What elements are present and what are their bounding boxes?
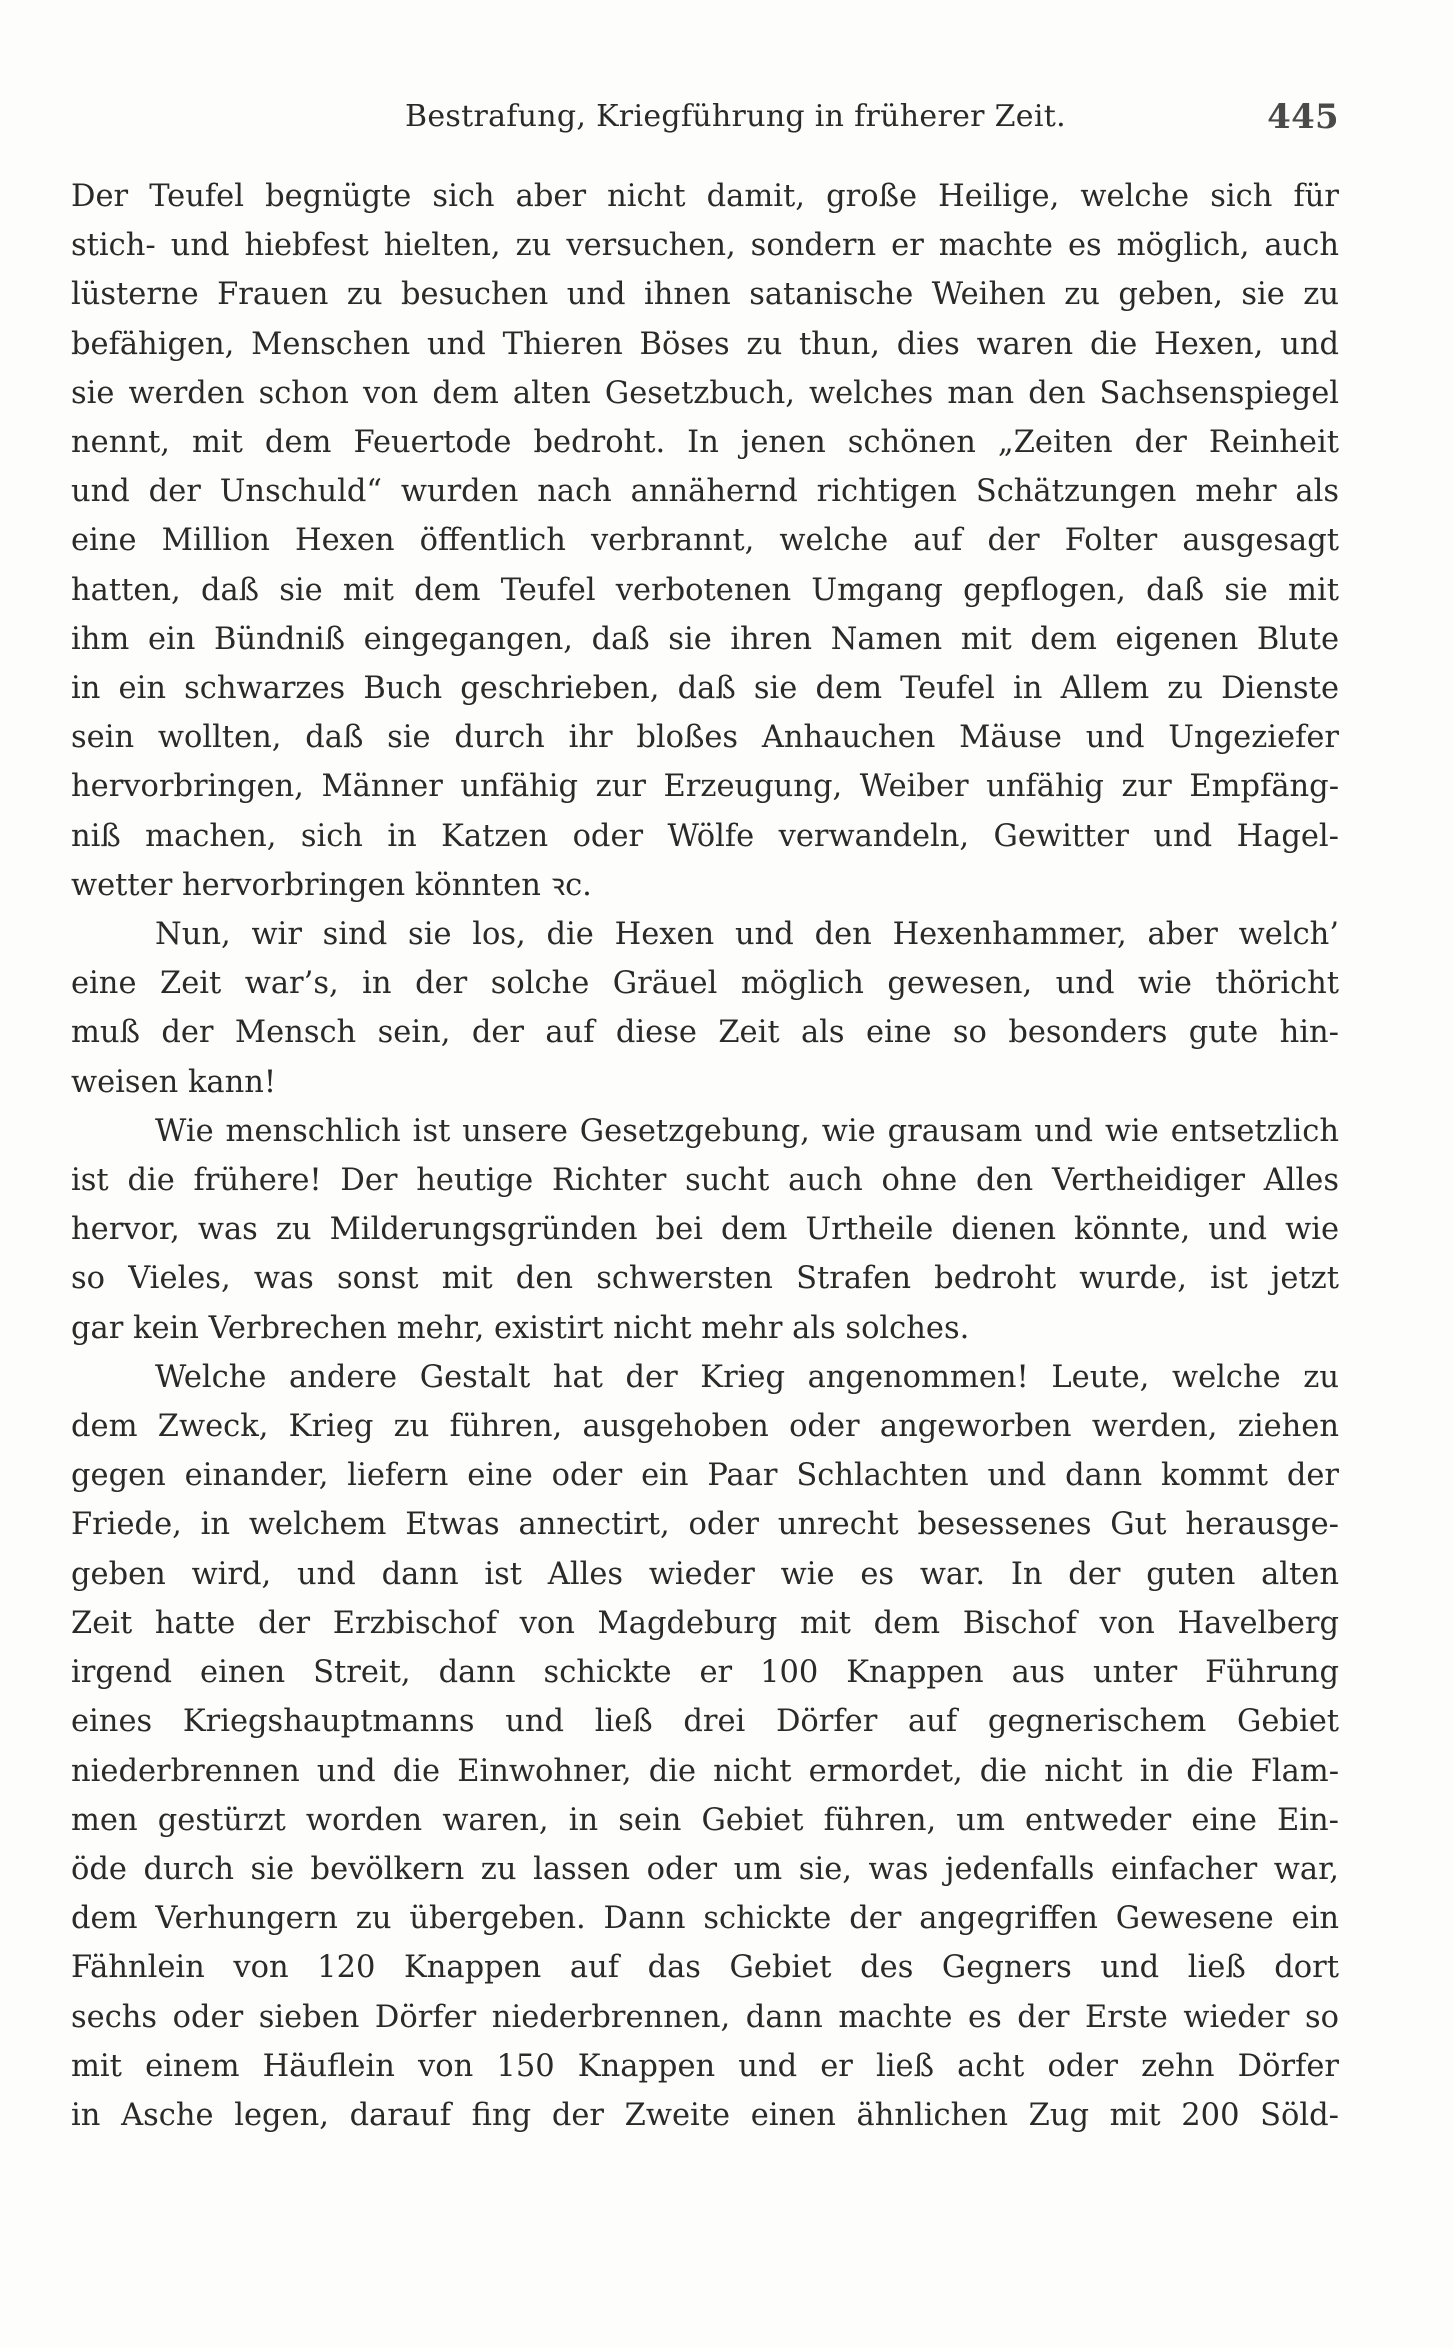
text-line: Der Teufel begnügte sich aber nicht damit, große Heilige, welche sich für (71, 179, 1339, 214)
text-line: stich- und hiebfest hielten, zu versuchen, sondern er machte es möglich, auch (71, 228, 1339, 264)
paragraph-witches (71, 172, 1339, 910)
text-line: wetter hervorbringen könnten ꝛc. (71, 867, 592, 903)
text-line: nennt, mit dem Feuertode bedroht. In jenen schönen „Zeiten der Reinheit (71, 425, 1339, 461)
text-line: eine Million Hexen öffentlich verbrannt, welche auf der Folter ausgesagt (71, 523, 1339, 559)
text-line: gar kein Verbrechen mehr, existirt nicht mehr als solches. (71, 1310, 970, 1346)
text-line: gegen einander, liefern eine oder ein Paar Schlachten und dann kommt der (71, 1458, 1339, 1494)
text-line: mit einem Häuflein von 150 Knappen und er ließ acht oder zehn Dörfer (71, 2048, 1339, 2084)
text-line: Friede, in welchem Etwas annectirt, oder unrecht besessenes Gut herausge- (71, 1507, 1339, 1543)
paragraph-war (71, 1353, 1339, 2140)
text-line: und der Unschuld“ wurden nach annähernd richtigen Schätzungen mehr als (71, 474, 1339, 510)
body-text (71, 172, 1339, 2140)
text-line: befähigen, Menschen und Thieren Böses zu thun, dies waren die Hexen, und (71, 326, 1339, 362)
page-number: 445 (1267, 97, 1339, 137)
text-line: Zeit hatte der Erzbischof von Magdeburg mit dem Bischof von Havelberg (71, 1605, 1339, 1641)
text-line: sechs oder sieben Dörfer niederbrennen, dann machte es der Erste wieder so (71, 1999, 1339, 2035)
text-line: öde durch sie bevölkern zu lassen oder um sie, was jedenfalls einfacher war, (71, 1851, 1339, 1887)
text-line: men gestürzt worden waren, in sein Gebiet führen, um entweder eine Ein- (71, 1802, 1339, 1838)
running-title: Bestrafung, Kriegführung in früherer Zeit. (405, 99, 1066, 134)
text-line: so Vieles, was sonst mit den schwersten Strafen bedroht wurde, ist jetzt (71, 1261, 1339, 1297)
text-line: eines Kriegshauptmanns und ließ drei Dörfer auf gegnerischem Gebiet (71, 1704, 1339, 1740)
text-line: Nun, wir sind sie los, die Hexen und den Hexenhammer, aber welch’ (155, 917, 1339, 953)
text-line: muß der Mensch sein, der auf diese Zeit als eine so besonders gute hin- (71, 1015, 1339, 1051)
running-header (405, 92, 1339, 142)
text-line: hervor, was zu Milderungsgründen bei dem Urtheile dienen könnte, und wie (71, 1212, 1339, 1248)
text-line: dem Zweck, Krieg zu führen, ausgehoben oder angeworben werden, ziehen (71, 1409, 1339, 1445)
text-line: Welche andere Gestalt hat der Krieg angenommen! Leute, welche zu (155, 1359, 1339, 1395)
text-line: ihm ein Bündniß eingegangen, daß sie ihren Namen mit dem eigenen Blute (71, 621, 1339, 657)
text-line: irgend einen Streit, dann schickte er 100 Knappen aus unter Führung (71, 1655, 1339, 1691)
text-line: geben wird, und dann ist Alles wieder wie es war. In der guten alten (71, 1556, 1339, 1592)
text-line: Wie menschlich ist unsere Gesetzgebung, wie grausam und wie entsetzlich (155, 1113, 1339, 1149)
text-line: hatten, daß sie mit dem Teufel verbotenen Umgang gepflogen, daß sie mit (71, 572, 1339, 608)
text-line: sie werden schon von dem alten Gesetzbuch, welches man den Sachsenspiegel (71, 375, 1339, 411)
text-line: in ein schwarzes Buch geschrieben, daß sie dem Teufel in Allem zu Dienste (71, 671, 1339, 707)
text-line: niß machen, sich in Katzen oder Wölfe verwandeln, Gewitter und Hagel- (71, 818, 1339, 854)
text-line: lüsterne Frauen zu besuchen und ihnen satanische Weihen zu geben, sie zu (71, 277, 1339, 313)
paragraph-legislation (71, 1107, 1339, 1353)
text-line: in Asche legen, darauf fing der Zweite einen ähnlichen Zug mit 200 Söld- (71, 2097, 1339, 2133)
paragraph-hexenhammer (71, 910, 1339, 1107)
text-line: dem Verhungern zu übergeben. Dann schickte der angegriffen Gewesene ein (71, 1901, 1339, 1937)
text-line: hervorbringen, Männer unfähig zur Erzeugung, Weiber unfähig zur Empfäng- (71, 769, 1339, 805)
text-line: ist die frühere! Der heutige Richter sucht auch ohne den Vertheidiger Alles (71, 1163, 1339, 1199)
text-line: weisen kann! (71, 1064, 277, 1100)
text-line: sein wollten, daß sie durch ihr bloßes Anhauchen Mäuse und Ungeziefer (71, 720, 1339, 756)
text-line: eine Zeit war’s, in der solche Gräuel möglich gewesen, und wie thöricht (71, 966, 1339, 1002)
text-line: niederbrennen und die Einwohner, die nicht ermordet, die nicht in die Flam- (71, 1753, 1339, 1789)
text-line: Fähnlein von 120 Knappen auf das Gebiet des Gegners und ließ dort (71, 1950, 1339, 1986)
